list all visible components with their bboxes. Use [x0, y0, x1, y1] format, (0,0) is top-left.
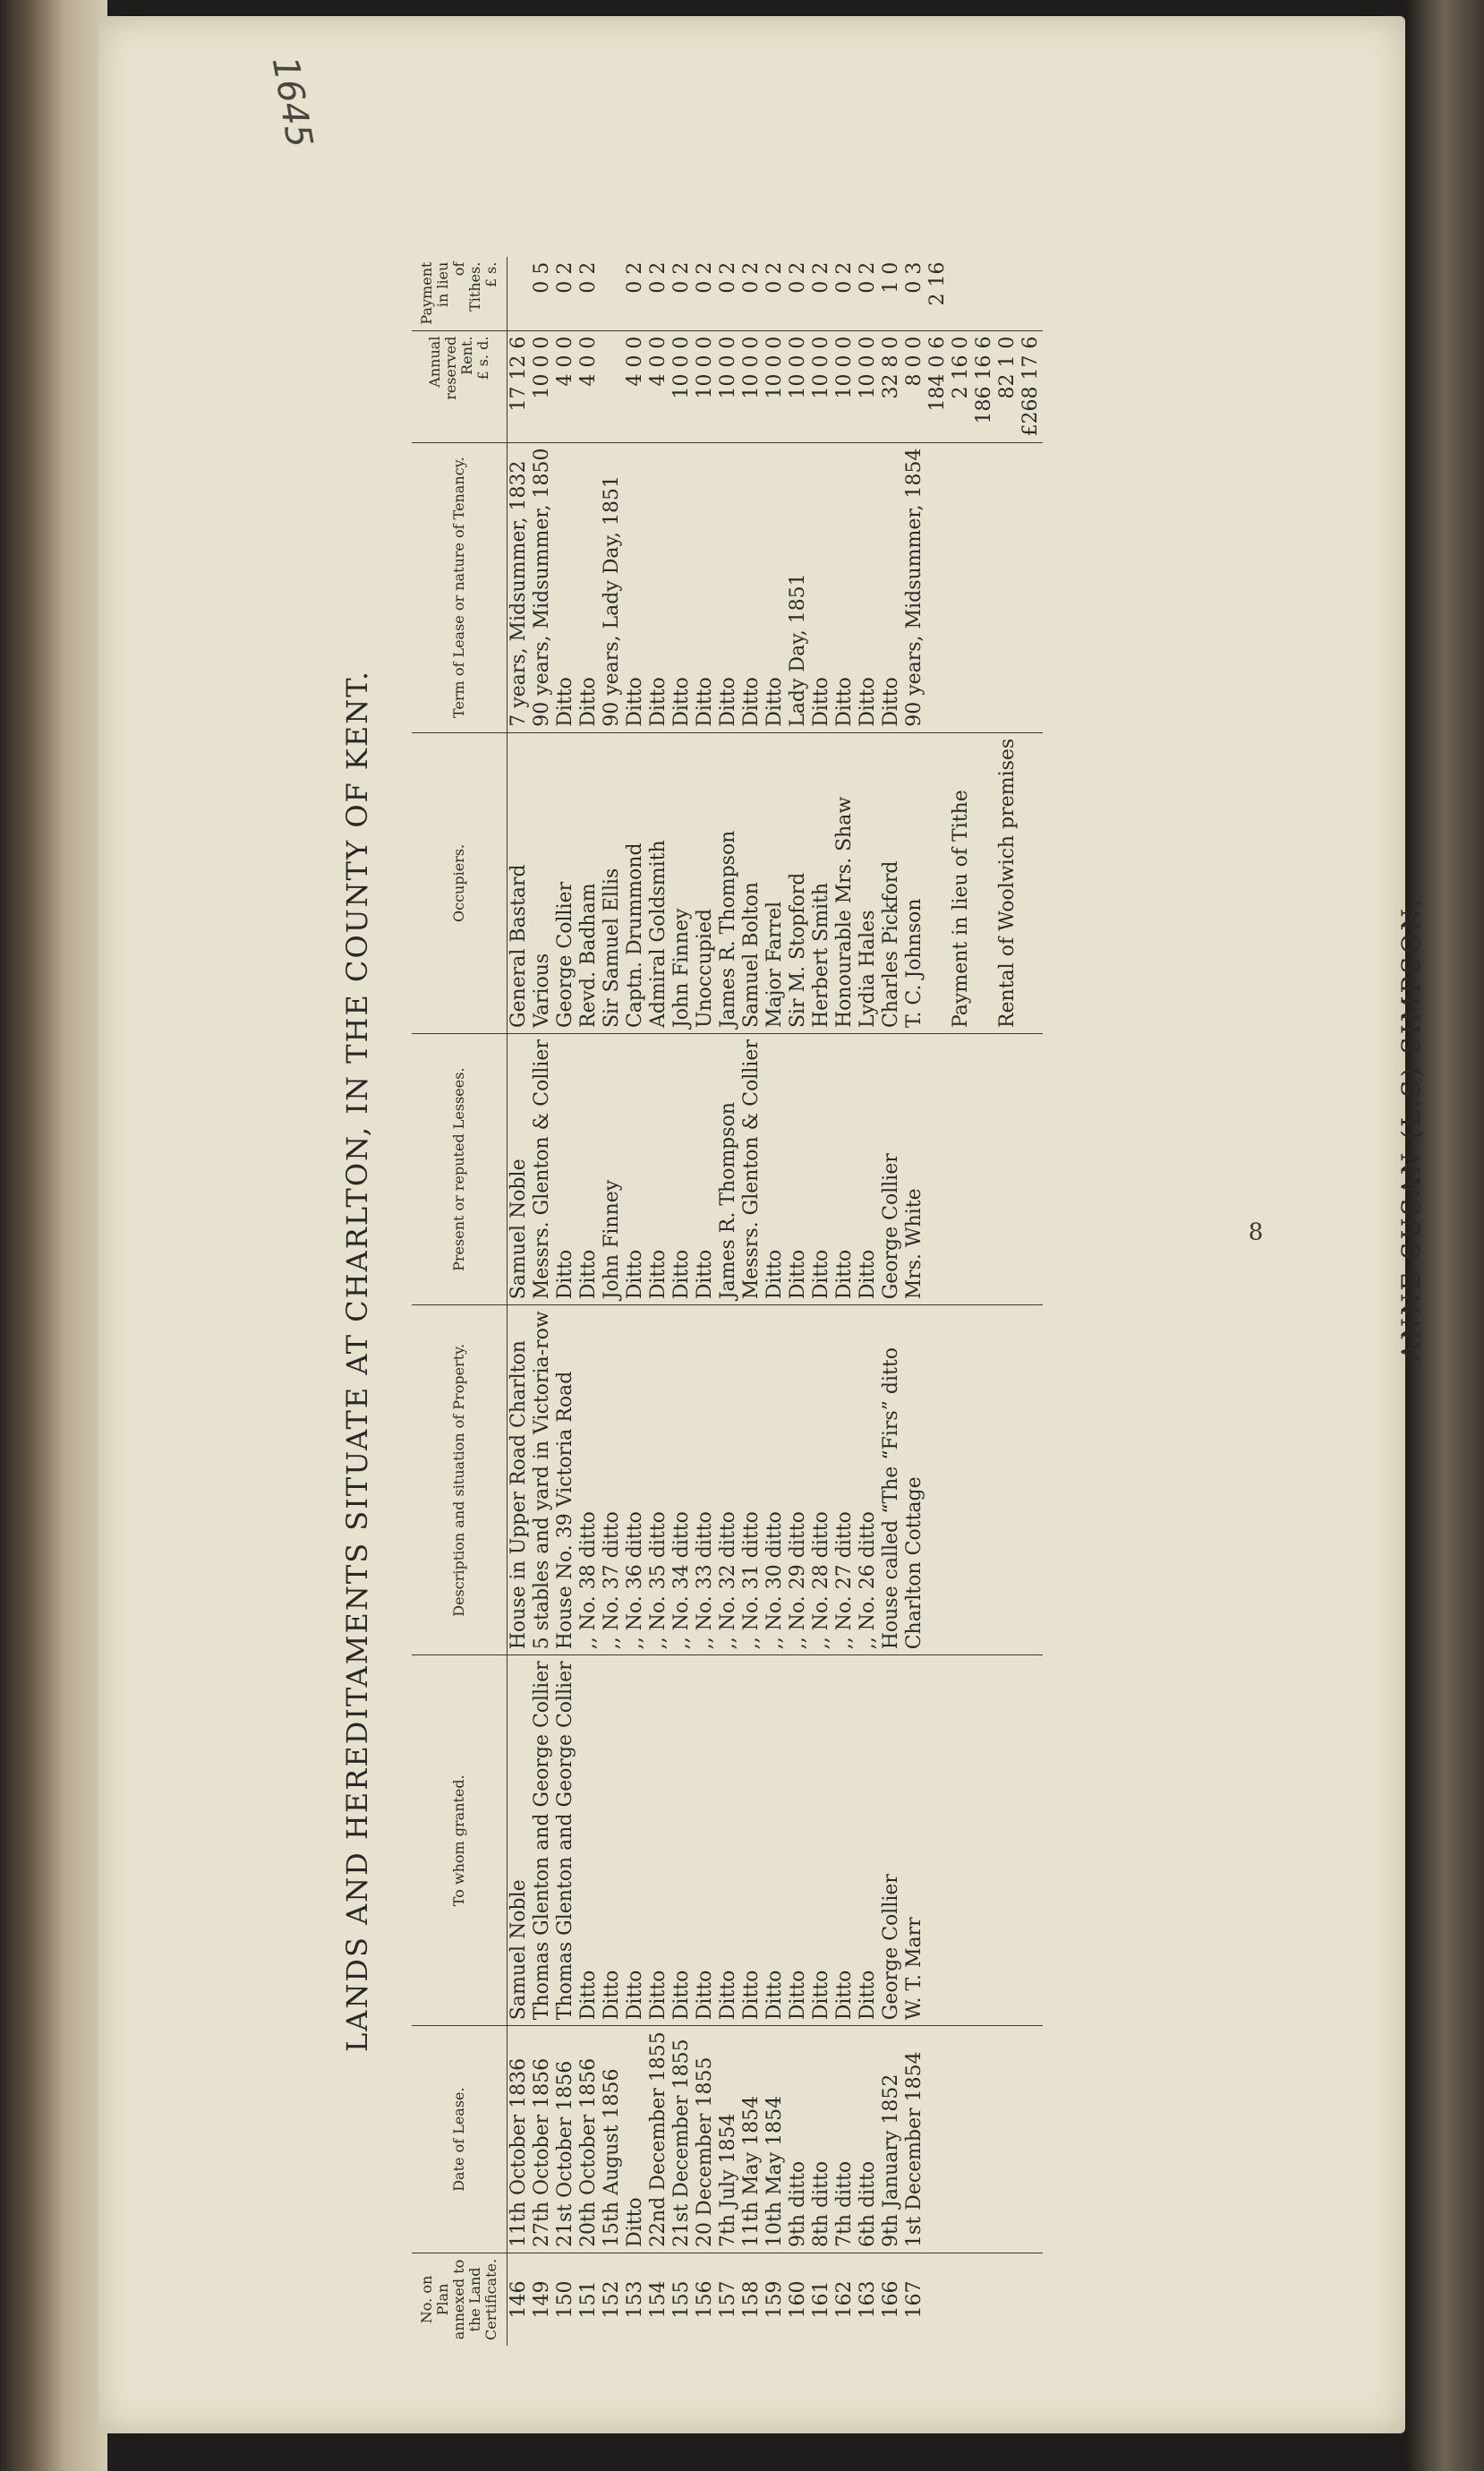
- empty-cell: [1019, 732, 1043, 1033]
- cell-rent: 4 0 0: [577, 330, 601, 442]
- cell-lessee: Mrs. White: [903, 1034, 926, 1305]
- empty-cell: [1019, 1034, 1043, 1305]
- table-row: [577, 257, 601, 2346]
- cell-lessee: James R. Thompson: [717, 1034, 740, 1305]
- cell-to: Ditto: [740, 1655, 763, 2026]
- header-lessees: Present or reputed Lessees.: [412, 1034, 507, 1305]
- cell-desc: ,, No. 32 ditto: [717, 1305, 740, 1655]
- cell-desc: ,, No. 35 ditto: [647, 1305, 670, 1655]
- header-occupiers: Occupiers.: [412, 732, 507, 1033]
- cell-date: 21st October 1856: [554, 2026, 577, 2253]
- cell-occ: Captn. Drummond: [624, 732, 647, 1033]
- cell-term: Ditto: [647, 442, 670, 732]
- cell-date: 15th August 1856: [601, 2026, 624, 2253]
- lease-table: [412, 257, 1043, 2346]
- cell-no: 153: [624, 2253, 647, 2346]
- cell-no: 150: [554, 2253, 577, 2346]
- cell-to: Ditto: [833, 1655, 857, 2026]
- cell-no: 154: [647, 2253, 670, 2346]
- empty-cell: [1019, 1655, 1043, 2026]
- table-row: [880, 257, 903, 2346]
- cell-rent: [601, 330, 624, 442]
- cell-occ: John Finney: [670, 732, 694, 1033]
- cell-to: Ditto: [717, 1655, 740, 2026]
- cell-no: 151: [577, 2253, 601, 2346]
- cell-desc: ,, No. 37 ditto: [601, 1305, 624, 1655]
- cell-date: Ditto: [624, 2026, 647, 2253]
- header-tithe-units: £ s.: [482, 261, 499, 288]
- empty-cell: [996, 257, 1019, 331]
- cell-date: 9th January 1852: [880, 2026, 903, 2253]
- cell-rent: 4 0 0: [554, 330, 577, 442]
- cell-rent: 10 0 0: [694, 330, 717, 442]
- cell-rent: 17 12 6: [507, 330, 532, 442]
- header-rent-label: Annual reserved Rent.: [426, 336, 475, 400]
- cell-lessee: Ditto: [833, 1034, 857, 1305]
- header-rent: [412, 330, 507, 442]
- empty-cell: [950, 1305, 973, 1655]
- table-row: [507, 257, 532, 2346]
- cell-lessee: Samuel Noble: [507, 1034, 532, 1305]
- cell-to: George Collier: [880, 1655, 903, 2026]
- cell-to: Ditto: [624, 1655, 647, 2026]
- cell-tithe: 0 2: [787, 261, 809, 294]
- cell-lessee: Ditto: [647, 1034, 670, 1305]
- totals-cell: 82 1 0: [996, 330, 1019, 442]
- table-row: [903, 257, 926, 2346]
- cell-date: 8th ditto: [810, 2026, 833, 2253]
- empty-cell: [926, 1034, 950, 1305]
- cell-to: Ditto: [694, 1655, 717, 2026]
- cell-date: 20 December 1855: [694, 2026, 717, 2253]
- cell-no: 149: [531, 2253, 554, 2346]
- totals-cell: 2 16: [926, 261, 949, 306]
- cell-to: Ditto: [577, 1655, 601, 2026]
- header-description: Description and situation of Property.: [412, 1305, 507, 1655]
- cell-to: Thomas Glenton and George Collier: [531, 1655, 554, 2026]
- cell-to: W. T. Marr: [903, 1655, 926, 2026]
- cell-rent: 10 0 0: [857, 330, 880, 442]
- cell-lessee: Ditto: [857, 1034, 880, 1305]
- cell-term: 90 years, Midsummer, 1854: [903, 442, 926, 732]
- cell-occ: James R. Thompson: [717, 732, 740, 1033]
- empty-cell: [926, 1305, 950, 1655]
- cell-desc: ,, No. 31 ditto: [740, 1305, 763, 1655]
- cell-rent: 10 0 0: [670, 330, 694, 442]
- empty-cell: [950, 2026, 973, 2253]
- cell-no: 159: [763, 2253, 787, 2346]
- cell-occ: Herbert Smith: [810, 732, 833, 1033]
- table-row: [787, 257, 810, 2346]
- empty-cell: [973, 2026, 996, 2253]
- cell-no: 163: [857, 2253, 880, 2346]
- cell-occ: Major Farrel: [763, 732, 787, 1033]
- cell-term: Ditto: [717, 442, 740, 732]
- cell-to: Ditto: [810, 1655, 833, 2026]
- cell-date: 7th ditto: [833, 2026, 857, 2253]
- cell-tithe: 0 2: [810, 261, 832, 294]
- cell-occ: George Collier: [554, 732, 577, 1033]
- cell-desc: ,, No. 34 ditto: [670, 1305, 694, 1655]
- cell-term: 90 years, Lady Day, 1851: [601, 442, 624, 732]
- cell-tithe: 0 2: [763, 261, 786, 294]
- cell-tithe: 0 2: [624, 261, 646, 294]
- cell-tithe: 0 2: [833, 261, 856, 294]
- header-date: Date of Lease.: [412, 2026, 507, 2253]
- totals-row: [926, 257, 950, 2346]
- cell-term: Ditto: [554, 442, 577, 732]
- cell-no: 155: [670, 2253, 694, 2346]
- cell-term: Ditto: [670, 442, 694, 732]
- cell-desc: ,, No. 33 ditto: [694, 1305, 717, 1655]
- empty-cell: [950, 2253, 973, 2346]
- cell-date: 21st December 1855: [670, 2026, 694, 2253]
- totals-cell: Payment in lieu of Tithe: [950, 732, 973, 1033]
- cell-desc: 5 stables and yard in Victoria-row: [531, 1305, 554, 1655]
- empty-cell: [996, 1655, 1019, 2026]
- empty-cell: [950, 1655, 973, 2026]
- cell-occ: Lydia Hales: [857, 732, 880, 1033]
- cell-tithe: [507, 257, 532, 331]
- table-row: [531, 257, 554, 2346]
- table-row: [624, 257, 647, 2346]
- page-mark: 8: [1248, 1218, 1264, 1246]
- cell-rent: 10 0 0: [787, 330, 810, 442]
- cell-tithe: 0 2: [554, 261, 576, 294]
- cell-desc: ,, No. 38 ditto: [577, 1305, 601, 1655]
- cell-lessee: John Finney: [601, 1034, 624, 1305]
- cell-no: 146: [507, 2253, 532, 2346]
- cell-date: 11th October 1836: [507, 2026, 532, 2253]
- cell-tithe: 0 3: [903, 261, 925, 294]
- cell-rent: 10 0 0: [833, 330, 857, 442]
- empty-cell: [1019, 257, 1043, 331]
- cell-no: 158: [740, 2253, 763, 2346]
- cell-tithe: 0 2: [717, 261, 739, 294]
- empty-cell: [996, 2253, 1019, 2346]
- cell-term: Ditto: [810, 442, 833, 732]
- pencil-note: 1645: [263, 54, 320, 151]
- cell-rent: 10 0 0: [717, 330, 740, 442]
- cell-lessee: Ditto: [787, 1034, 810, 1305]
- cell-rent: 10 0 0: [763, 330, 787, 442]
- cell-date: 11th May 1854: [740, 2026, 763, 2253]
- header-rent-units: £ s. d.: [474, 336, 491, 380]
- empty-cell: [926, 732, 950, 1033]
- cell-tithe: 0 2: [694, 261, 716, 294]
- cell-lessee: George Collier: [880, 1034, 903, 1305]
- cell-tithe: 0 2: [647, 261, 670, 294]
- totals-cell: 184 0 6: [926, 330, 950, 442]
- totals-cell: 186 16 6: [973, 330, 996, 442]
- cell-date: 10th May 1854: [763, 2026, 787, 2253]
- empty-cell: [973, 1305, 996, 1655]
- cell-tithe: [601, 257, 624, 331]
- cell-no: 157: [717, 2253, 740, 2346]
- cell-date: 6th ditto: [857, 2026, 880, 2253]
- cell-term: Ditto: [624, 442, 647, 732]
- cell-lessee: Ditto: [763, 1034, 787, 1305]
- cell-occ: Charles Pickford: [880, 732, 903, 1033]
- cell-desc: House in Upper Road Charlton: [507, 1305, 532, 1655]
- table-row: [694, 257, 717, 2346]
- cell-no: 167: [903, 2253, 926, 2346]
- empty-cell: [950, 442, 973, 732]
- empty-cell: [973, 732, 996, 1033]
- totals-cell: 2 16 0: [950, 330, 973, 442]
- cell-desc: House called “The “Firs” ditto: [880, 1305, 903, 1655]
- cell-rent: 8 0 0: [903, 330, 926, 442]
- cell-desc: ,, No. 27 ditto: [833, 1305, 857, 1655]
- cell-to: Ditto: [647, 1655, 670, 2026]
- empty-cell: [973, 1034, 996, 1305]
- cell-desc: ,, No. 29 ditto: [787, 1305, 810, 1655]
- header-tithe-label: Payment in lieu of Tithes.: [418, 261, 483, 325]
- empty-cell: [996, 1305, 1019, 1655]
- cell-lessee: Ditto: [694, 1034, 717, 1305]
- cell-term: Ditto: [880, 442, 903, 732]
- empty-cell: [926, 2026, 950, 2253]
- empty-cell: [950, 257, 973, 331]
- totals-row: [950, 257, 973, 2346]
- cell-date: 20th October 1856: [577, 2026, 601, 2253]
- cell-desc: ,, No. 30 ditto: [763, 1305, 787, 1655]
- header-term: Term of Lease or nature of Tenancy.: [412, 442, 507, 732]
- cell-no: 160: [787, 2253, 810, 2346]
- cell-term: Ditto: [694, 442, 717, 732]
- table-row: [810, 257, 833, 2346]
- empty-cell: [996, 1034, 1019, 1305]
- cell-tithe: 0 2: [577, 261, 600, 294]
- cell-occ: Admiral Goldsmith: [647, 732, 670, 1033]
- cell-rent: 32 8 0: [880, 330, 903, 442]
- cell-rent: 10 0 0: [531, 330, 554, 442]
- empty-cell: [926, 2253, 950, 2346]
- cell-term: Ditto: [763, 442, 787, 732]
- totals-row: [1019, 257, 1043, 2346]
- cell-lessee: Ditto: [670, 1034, 694, 1305]
- empty-cell: [1019, 1305, 1043, 1655]
- cell-lessee: Messrs. Glenton & Collier: [531, 1034, 554, 1305]
- empty-cell: [996, 2026, 1019, 2253]
- table-row: [670, 257, 694, 2346]
- table-row: [717, 257, 740, 2346]
- empty-cell: [973, 257, 996, 331]
- empty-cell: [973, 442, 996, 732]
- cell-rent: 10 0 0: [740, 330, 763, 442]
- cell-date: 27th October 1856: [531, 2026, 554, 2253]
- cell-lessee: Ditto: [624, 1034, 647, 1305]
- cell-occ: T. C. Johnson: [903, 732, 926, 1033]
- cell-term: Ditto: [857, 442, 880, 732]
- cell-lessee: Messrs. Glenton & Collier: [740, 1034, 763, 1305]
- cell-rent: 10 0 0: [810, 330, 833, 442]
- empty-cell: [973, 2253, 996, 2346]
- totals-row: [973, 257, 996, 2346]
- header-tithe: [412, 257, 507, 331]
- cell-lessee: Ditto: [810, 1034, 833, 1305]
- cell-date: 22nd December 1855: [647, 2026, 670, 2253]
- cell-term: 90 years, Midsummer, 1850: [531, 442, 554, 732]
- table-row: [740, 257, 763, 2346]
- table-row: [833, 257, 857, 2346]
- empty-cell: [973, 1655, 996, 2026]
- cell-to: Ditto: [787, 1655, 810, 2026]
- totals-cell: £268 17 6: [1019, 330, 1043, 442]
- table-row: [554, 257, 577, 2346]
- cell-term: Ditto: [833, 442, 857, 732]
- empty-cell: [996, 442, 1019, 732]
- table-row: [647, 257, 670, 2346]
- cell-occ: General Bastard: [507, 732, 532, 1033]
- totals-cell: Rental of Woolwich premises: [996, 732, 1019, 1033]
- document-title: LANDS AND HEREDITAMENTS SITUATE AT CHARLTON, IN THE COUNTY OF KENT.: [340, 669, 374, 2053]
- cell-term: Ditto: [740, 442, 763, 732]
- cell-desc: ,, No. 26 ditto: [857, 1305, 880, 1655]
- cell-term: Lady Day, 1851: [787, 442, 810, 732]
- cell-occ: Revd. Badham: [577, 732, 601, 1033]
- cell-term: Ditto: [577, 442, 601, 732]
- empty-cell: [950, 1034, 973, 1305]
- totals-row: [996, 257, 1019, 2346]
- table-row: [857, 257, 880, 2346]
- signature: ANNE SUSAN (L.S) SIMPSON.: [1396, 896, 1426, 1361]
- cell-occ: Samuel Bolton: [740, 732, 763, 1033]
- cell-no: 152: [601, 2253, 624, 2346]
- cell-date: 7th July 1854: [717, 2026, 740, 2253]
- cell-lessee: Ditto: [577, 1034, 601, 1305]
- cell-no: 156: [694, 2253, 717, 2346]
- cell-no: 161: [810, 2253, 833, 2346]
- cell-to: Ditto: [670, 1655, 694, 2026]
- cell-tithe: 0 2: [857, 261, 879, 294]
- cell-occ: Sir M. Stopford: [787, 732, 810, 1033]
- table-row: [601, 257, 624, 2346]
- cell-tithe: 0 5: [531, 261, 553, 294]
- cell-desc: Charlton Cottage: [903, 1305, 926, 1655]
- cell-no: 162: [833, 2253, 857, 2346]
- cell-desc: ,, No. 28 ditto: [810, 1305, 833, 1655]
- cell-tithe: 0 2: [740, 261, 763, 294]
- cell-occ: Various: [531, 732, 554, 1033]
- empty-cell: [1019, 2026, 1043, 2253]
- book-spine: [0, 0, 107, 2471]
- cell-to: Ditto: [763, 1655, 787, 2026]
- header-no: No. on Plan annexed to the Land Certificate.: [412, 2253, 507, 2346]
- empty-cell: [1019, 2253, 1043, 2346]
- header-to-whom: To whom granted.: [412, 1655, 507, 2026]
- table-header-row: [412, 257, 507, 2346]
- cell-rent: 4 0 0: [624, 330, 647, 442]
- empty-cell: [926, 1655, 950, 2026]
- cell-term: 7 years, Midsummer, 1832: [507, 442, 532, 732]
- cell-lessee: Ditto: [554, 1034, 577, 1305]
- rotated-document: [340, 261, 1459, 2346]
- cell-occ: Honourable Mrs. Shaw: [833, 732, 857, 1033]
- cell-desc: House No. 39 Victoria Road: [554, 1305, 577, 1655]
- cell-to: Thomas Glenton and George Collier: [554, 1655, 577, 2026]
- cell-to: Samuel Noble: [507, 1655, 532, 2026]
- empty-cell: [926, 442, 950, 732]
- cell-desc: ,, No. 36 ditto: [624, 1305, 647, 1655]
- cell-occ: Sir Samuel Ellis: [601, 732, 624, 1033]
- cell-no: 166: [880, 2253, 903, 2346]
- cell-rent: 4 0 0: [647, 330, 670, 442]
- table-row: [763, 257, 787, 2346]
- cell-occ: Unoccupied: [694, 732, 717, 1033]
- cell-to: Ditto: [601, 1655, 624, 2026]
- cell-tithe: 1 0: [880, 261, 902, 294]
- empty-cell: [1019, 442, 1043, 732]
- cell-tithe: 0 2: [670, 261, 693, 294]
- cell-date: 9th ditto: [787, 2026, 810, 2253]
- cell-date: 1st December 1854: [903, 2026, 926, 2253]
- cell-to: Ditto: [857, 1655, 880, 2026]
